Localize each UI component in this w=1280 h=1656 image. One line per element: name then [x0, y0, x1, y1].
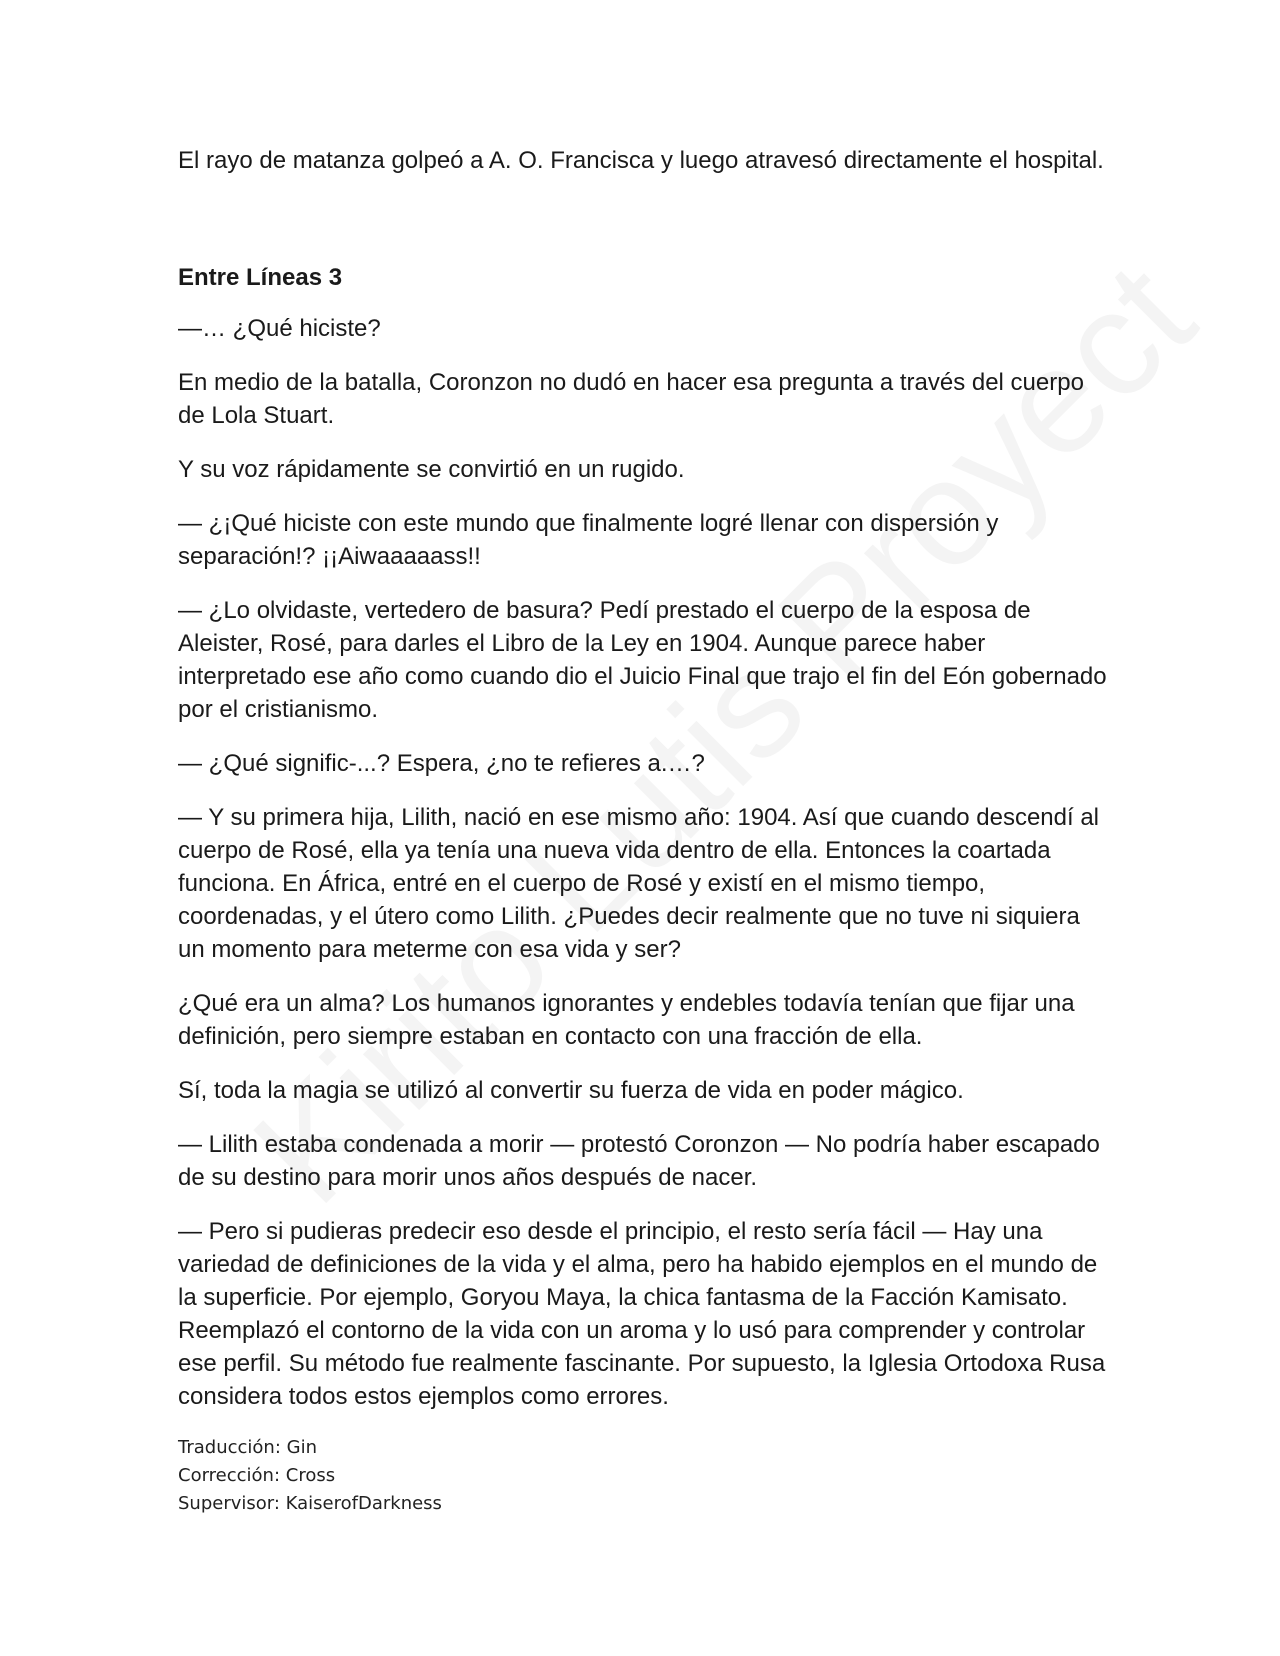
credit-supervisor: Supervisor: KaiserofDarkness: [178, 1493, 442, 1514]
paragraph: — ¿¡Qué hiciste con este mundo que finalmente logré llenar con dispersión y separación!? ¡¡Aiwaaaaass!!: [178, 510, 999, 570]
paragraph: — Y su primera hija, Lilith, nació en ese mismo año: 1904. Así que cuando descendí al cuerpo de Rosé, ella ya tenía una nueva vida dentro de ella. Entonces la coartada funciona. En África, entré en el cuerpo de Rosé y existí en el mismo tiempo, coordenadas, y el útero como Lilith. ¿Puedes decir realmente que no tuve ni siquiera un momento para meterme con esa vida y ser?: [178, 804, 1099, 963]
paragraph: — ¿Qué signific-...? Espera, ¿no te refieres a.…?: [178, 750, 705, 777]
section-title: Entre Líneas 3: [178, 264, 343, 291]
credits-block: [178, 1434, 1108, 1518]
paragraph: En medio de la batalla, Coronzon no dudó en hacer esa pregunta a través del cuerpo de Lola Stuart.: [178, 369, 1084, 429]
credit-translation: Traducción: Gin: [178, 1437, 317, 1458]
paragraph: — Pero si pudieras predecir eso desde el principio, el resto sería fácil — Hay una variedad de definiciones de la vida y el alma, pero ha habido ejemplos en el mundo de la superficie. Por ejemplo, Goryou Maya, la chica fantasma de la Facción Kamisato. Reemplazó el contorno de la vida con un aroma y lo usó para comprender y controlar ese perfil. Su método fue realmente fascinante. Por supuesto, la Iglesia Ortodoxa Rusa considera todos estos ejemplos como errores.: [178, 1218, 1106, 1410]
credit-correction: Corrección: Cross: [178, 1465, 336, 1486]
paragraph: —… ¿Qué hiciste?: [178, 315, 381, 342]
document-body: [178, 144, 1108, 1518]
paragraph: Sí, toda la magia se utilizó al convertir su fuerza de vida en poder mágico.: [178, 1077, 964, 1104]
paragraph: Y su voz rápidamente se convirtió en un rugido.: [178, 456, 685, 483]
paragraph: — Lilith estaba condenada a morir — protestó Coronzon — No podría haber escapado de su destino para morir unos años después de nacer.: [178, 1131, 1100, 1191]
paragraph: ¿Qué era un alma? Los humanos ignorantes y endebles todavía tenían que fijar una definición, pero siempre estaban en contacto con una fracción de ella.: [178, 990, 1075, 1050]
paragraph: — ¿Lo olvidaste, vertedero de basura? Pedí prestado el cuerpo de la esposa de Aleister, Rosé, para darles el Libro de la Ley en 1904. Aunque parece haber interpretado ese año como cuando dio el Juicio Final que trajo el fin del Eón gobernado por el cristianismo.: [178, 597, 1107, 723]
intro-paragraph: El rayo de matanza golpeó a A. O. Francisca y luego atravesó directamente el hospital.: [178, 147, 1104, 174]
